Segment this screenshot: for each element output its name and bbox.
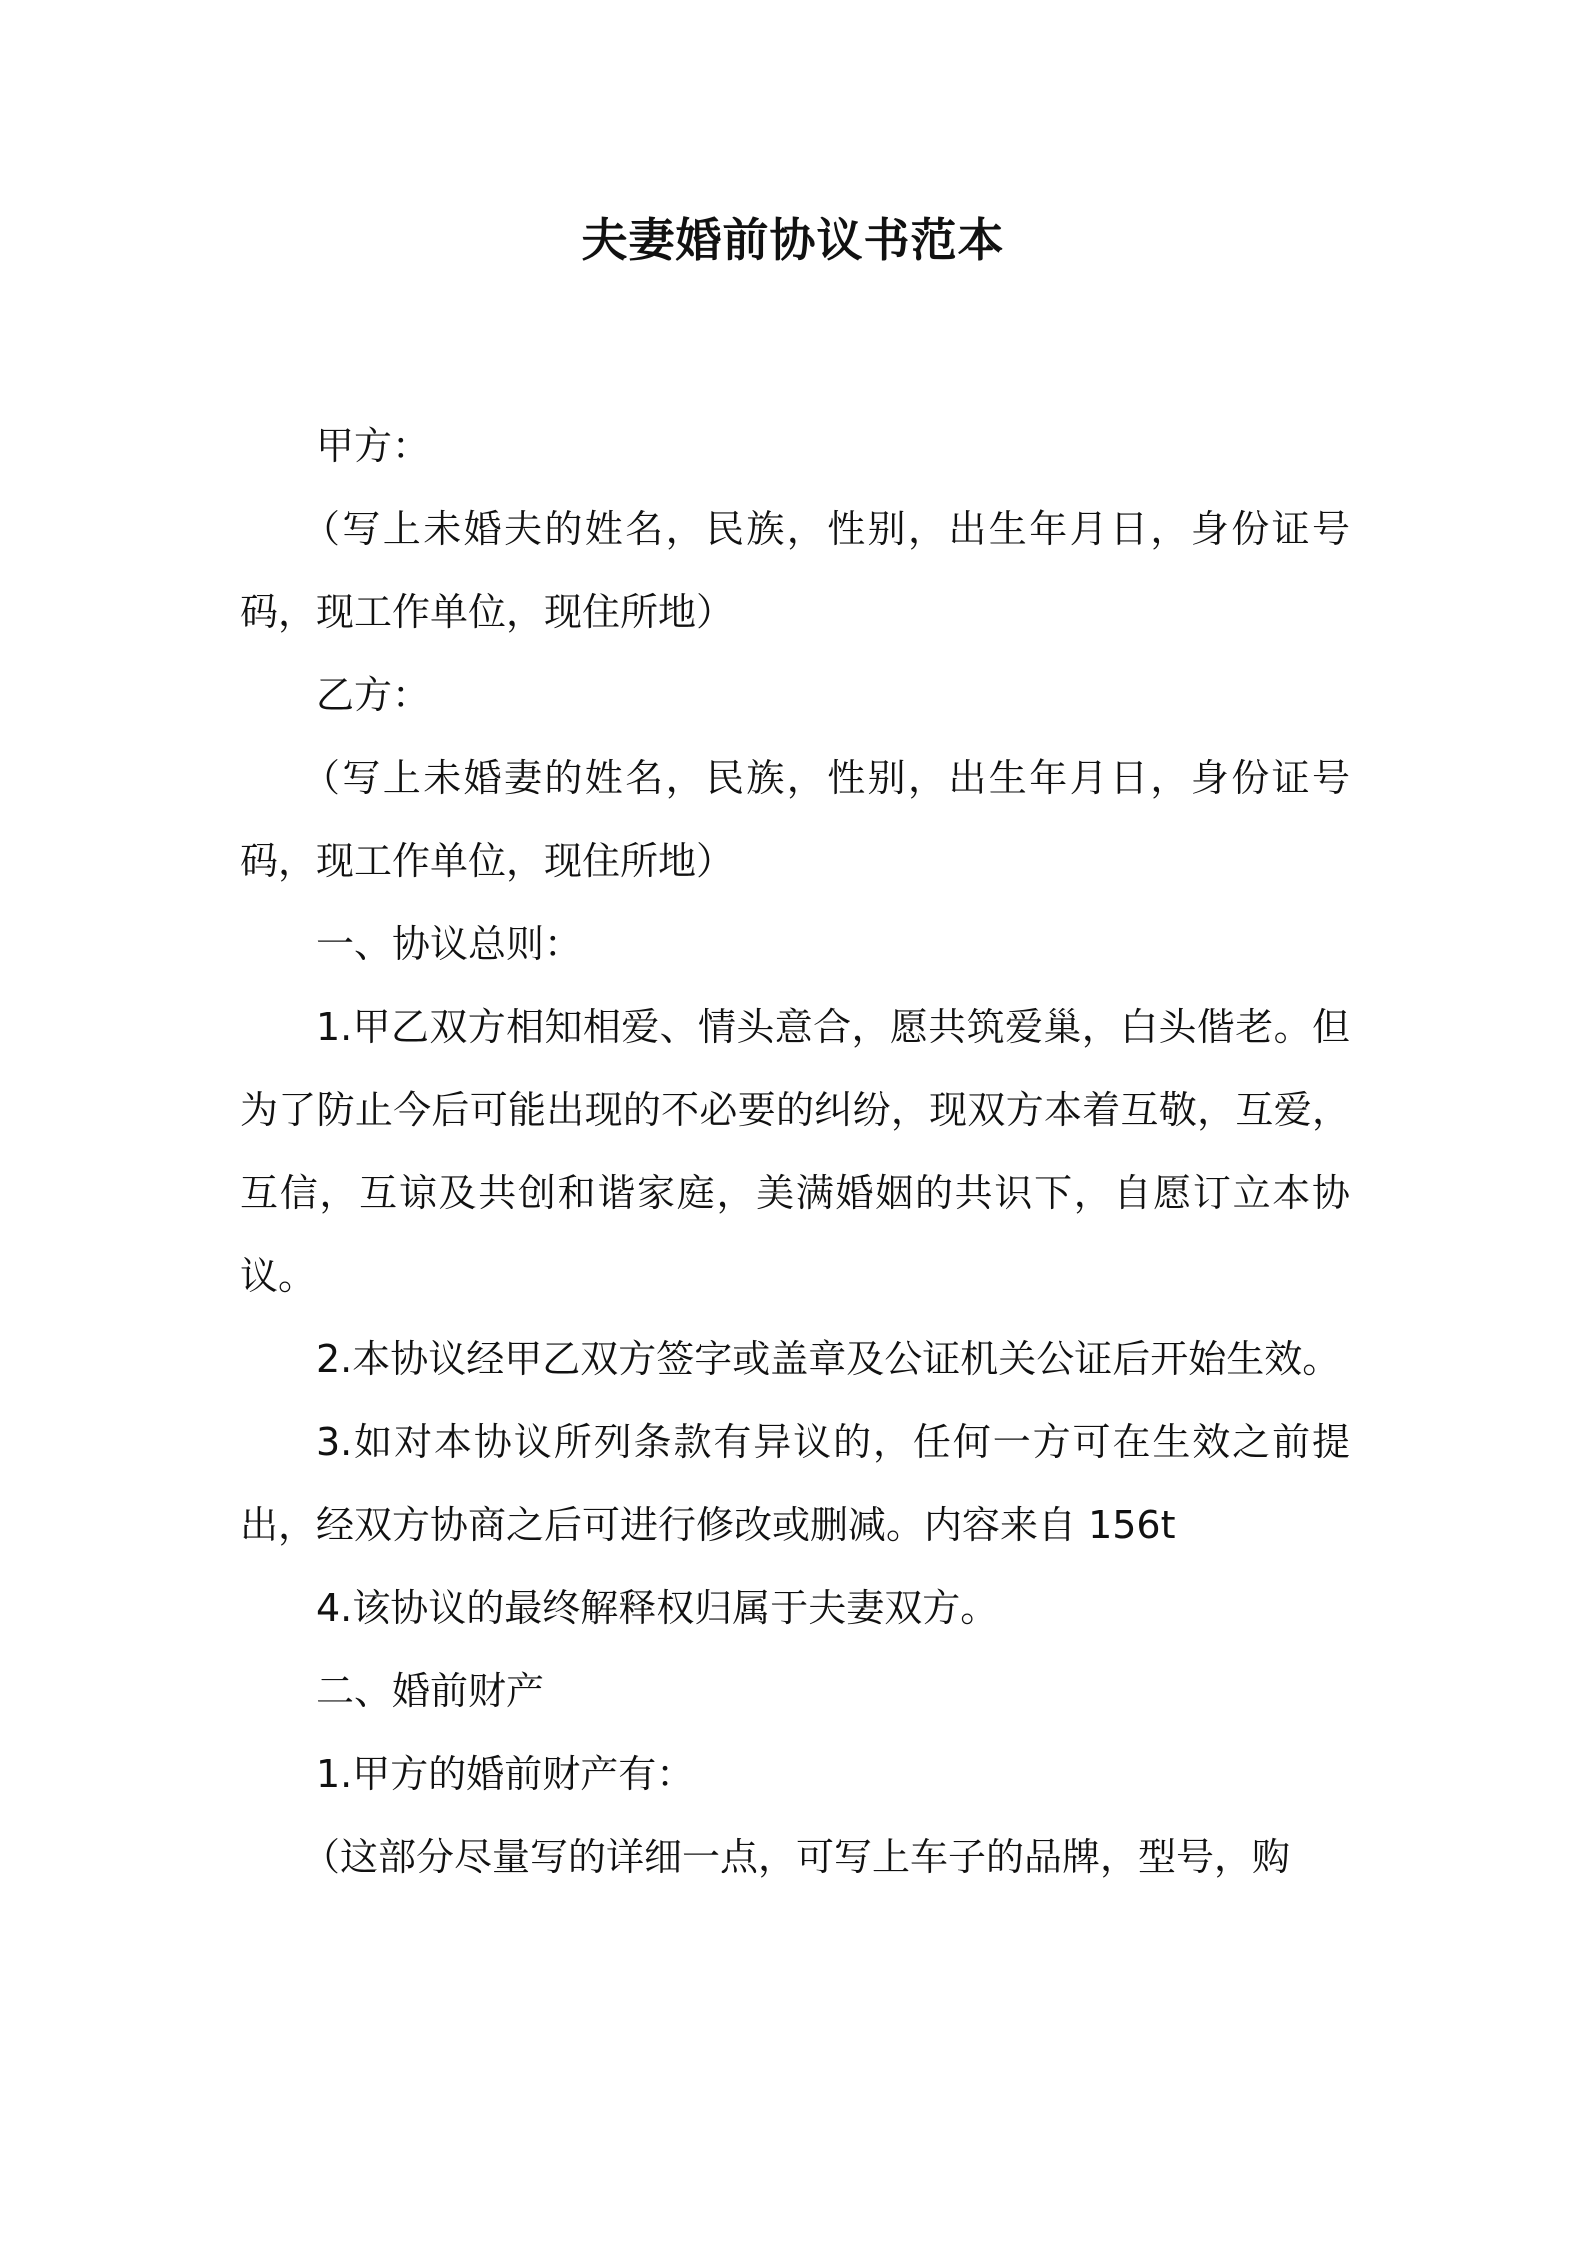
clause-1-2: 2.本协议经甲乙双方签字或盖章及公证机关公证后开始生效。 (316, 1337, 1341, 1381)
section-premarital-property-heading: 二、婚前财产 (316, 1669, 545, 1713)
document-body (240, 405, 1350, 1899)
party-b-details: （写上未婚妻的姓名，民族，性别，出生年月日，身份证号码，现工作单位，现住所地） (240, 756, 1350, 883)
clause-2-1-note: （这部分尽量写的详细一点，可写上车子的品牌，型号，购 (302, 1835, 1291, 1879)
clause-1-1: 1.甲乙双方相知相爱、情头意合，愿共筑爱巢，白头偕老。但为了防止今后可能出现的不必要的纠纷，现双方本着互敬，互爱，互信，互谅及共创和谐家庭，美满婚姻的共识下，自愿订立本协议。 (240, 1005, 1350, 1298)
party-a-heading: 甲方： (316, 424, 431, 468)
party-b-heading: 乙方： (316, 673, 431, 717)
document-title: 夫妻婚前协议书范本 (581, 213, 1005, 267)
clause-1-3: 3.如对本协议所列条款有异议的，任何一方可在生效之前提出，经双方协商之后可进行修改或删减。内容来自 156t (240, 1420, 1350, 1547)
party-a-details: （写上未婚夫的姓名，民族，性别，出生年月日，身份证号码，现工作单位，现住所地） (240, 507, 1350, 634)
clause-2-1: 1.甲方的婚前财产有： (316, 1752, 695, 1796)
section-general-heading: 一、协议总则： (316, 922, 583, 966)
clause-1-4: 4.该协议的最终解释权归属于夫妻双方。 (316, 1586, 999, 1630)
